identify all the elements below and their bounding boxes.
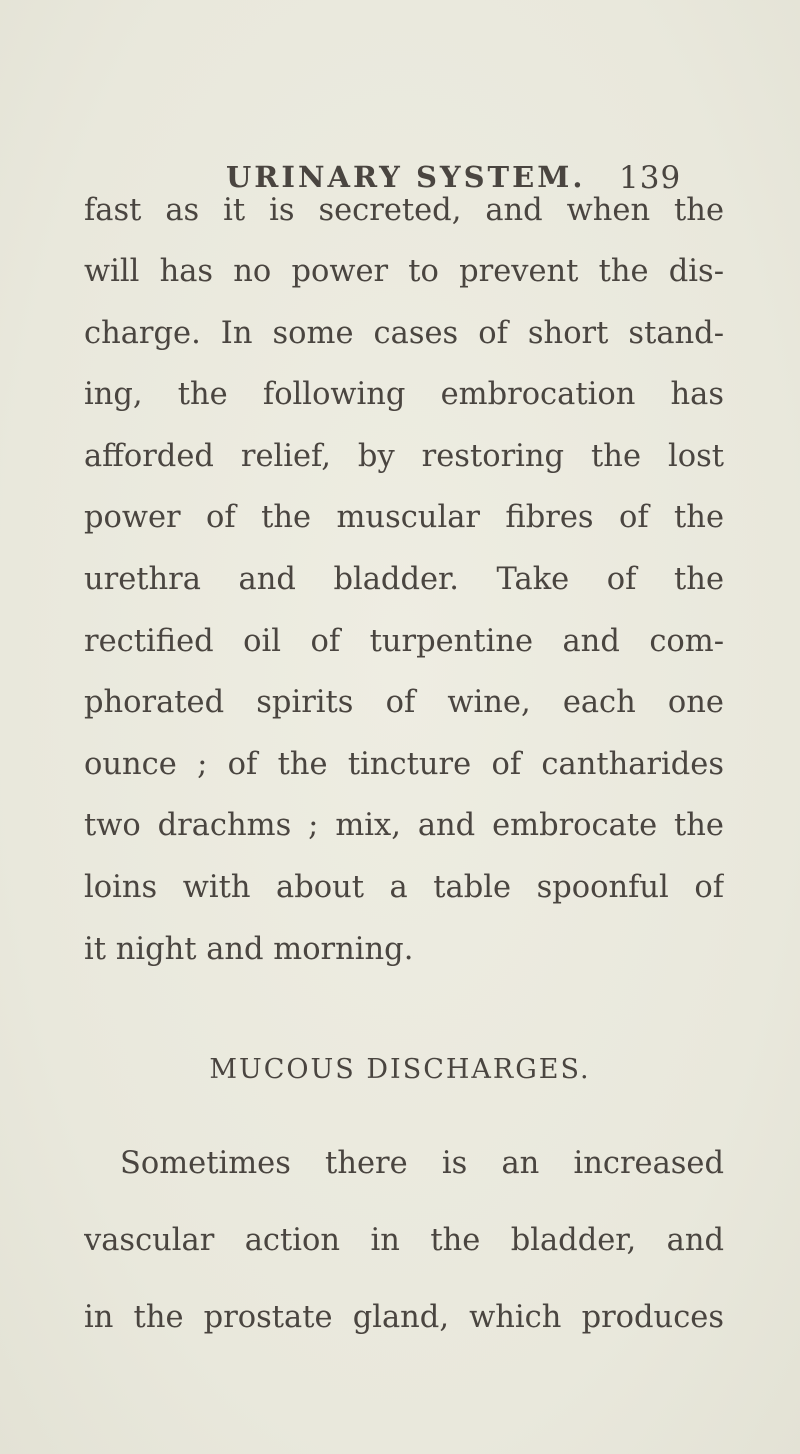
text-line: urethra and bladder. Take of the [84,562,724,597]
text-line: will has no power to prevent the dis- [84,254,724,289]
page-number: 139 [619,160,682,196]
text-line: rectified oil of turpentine and com- [84,624,724,659]
text-line: charge. In some cases of short stand- [84,316,724,351]
text-line: Sometimes there is an increased [120,1146,724,1181]
text-line: phorated spirits of wine, each one [84,685,724,720]
text-line: ing, the following embrocation has [84,377,724,412]
text-line: loins with about a table spoonful of [84,870,724,905]
text-line: fast as it is secreted, and when the [84,193,724,228]
text-line: power of the muscular fibres of the [84,500,724,535]
running-title: URINARY SYSTEM. [226,160,586,194]
text-line: afforded relief, by restoring the lost [84,439,724,474]
text-line: ounce ; of the tincture of cantharides [84,747,724,782]
section-heading: MUCOUS DISCHARGES. [209,1054,591,1085]
text-line: it night and morning. [84,932,414,967]
text-line: in the prostate gland, which produces [84,1300,724,1335]
text-line: two drachms ; mix, and embrocate the [84,808,724,843]
text-line: vascular action in the bladder, and [84,1223,724,1258]
